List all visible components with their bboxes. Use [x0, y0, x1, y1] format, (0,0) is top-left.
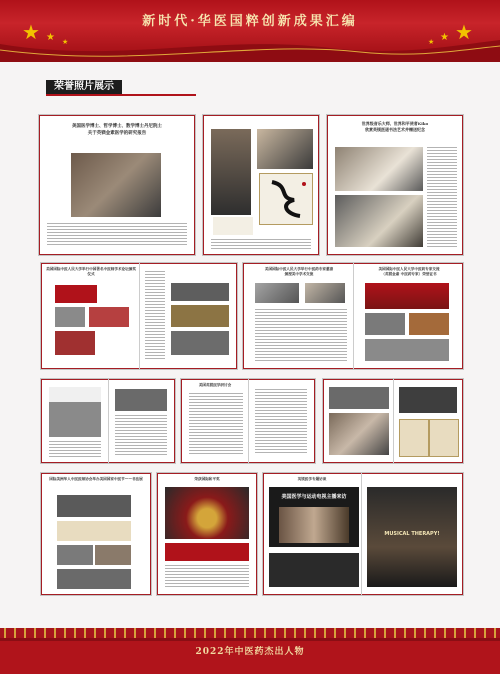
header-title: 新时代·华医国粹创新成果汇编	[142, 14, 358, 29]
header-wave	[0, 34, 500, 62]
honor-panel-3	[326, 114, 464, 256]
photo	[329, 387, 389, 409]
star-icon: ★	[46, 32, 55, 43]
panel-title: 美国国际中医人民大学中医药专家交流 （英镁金素 中医药专家）荣誉证书	[378, 267, 440, 276]
body-text	[115, 415, 167, 455]
body-text	[189, 393, 243, 455]
photo	[211, 129, 251, 215]
photo	[165, 543, 249, 561]
panel-title: 美国英镁医学研讨会	[198, 383, 232, 387]
photo	[257, 129, 313, 169]
body-text	[211, 239, 311, 249]
photo	[57, 569, 131, 589]
page-fold	[139, 263, 140, 369]
page-fold	[108, 379, 109, 463]
photo	[165, 487, 249, 539]
photo	[57, 545, 93, 565]
star-icon: ★	[62, 38, 69, 46]
photo	[329, 413, 389, 455]
page-fold	[361, 473, 362, 595]
photo	[171, 331, 229, 355]
honor-panel-4	[40, 262, 238, 370]
honor-panel-1	[38, 114, 196, 256]
photo	[335, 195, 423, 247]
photo	[49, 387, 101, 437]
page-fold	[393, 379, 394, 463]
body-text	[255, 389, 307, 455]
photo	[89, 307, 129, 327]
photo	[365, 283, 449, 309]
photo	[305, 283, 345, 303]
photo	[57, 495, 131, 517]
honor-panel-9	[40, 472, 152, 596]
star-icon: ★	[22, 20, 40, 44]
section-label: 荣誉照片展示	[46, 80, 122, 94]
header-banner	[0, 0, 500, 58]
photo	[171, 283, 229, 301]
photo	[71, 153, 161, 217]
photo	[399, 387, 457, 413]
honor-panel-6	[40, 378, 176, 464]
photo	[55, 307, 85, 327]
page-fold	[353, 263, 354, 369]
photo	[365, 313, 405, 335]
photo	[269, 553, 359, 587]
photo	[57, 521, 131, 541]
photo	[171, 305, 229, 327]
body-text	[49, 441, 101, 457]
honor-panel-8	[322, 378, 464, 464]
calligraphy-artwork	[213, 217, 253, 235]
panel-title: 荣获国际和平奖	[194, 477, 220, 481]
body-text	[255, 309, 347, 361]
tv-caption: MUSICAL THERAPY!	[384, 531, 440, 537]
body-text	[165, 565, 249, 589]
photo	[335, 147, 423, 191]
panel-title: 美国国际中医人民大学举行中国著名中医师学术论坛颁奖仪式	[46, 267, 136, 276]
page-fold	[248, 379, 249, 463]
honor-panel-7	[180, 378, 316, 464]
tv-still	[367, 487, 457, 587]
honor-panel-11	[262, 472, 464, 596]
photo	[55, 285, 97, 303]
photo	[95, 545, 131, 565]
panel-title: 英镁医学专题访谈	[297, 477, 327, 481]
photo	[409, 313, 449, 335]
body-text	[427, 147, 457, 247]
honor-panel-5	[242, 262, 464, 370]
body-text	[47, 223, 187, 247]
panel-title: 美国国际中医人民大学举行中医药专家邀请 颁授美中学术交流	[264, 267, 334, 276]
honor-panel-10	[156, 472, 258, 596]
certificate-image	[399, 419, 429, 457]
panel-title: 国际美洲华人中医医师协会举办美国国家中医节——书法展	[49, 477, 143, 481]
photo	[365, 339, 449, 361]
honor-panel-2	[202, 114, 320, 256]
star-icon: ★	[455, 20, 473, 44]
photo	[255, 283, 299, 303]
star-icon: ★	[440, 32, 449, 43]
star-icon: ★	[428, 38, 435, 46]
footer-pattern-band	[0, 628, 500, 638]
panel-title: 美国医学博士、哲学博士、数学博士丹尼院士 关于英镁金素医学的研究报告	[72, 124, 162, 136]
photo	[115, 389, 167, 411]
calligraphy-artwork	[259, 173, 313, 225]
panel-title: 世界级音乐大师、世界和平使者Kiko 欣赏英镁医道书法艺术并赠送纪念	[361, 121, 429, 132]
footer-title: 2022年中医药杰出人物	[195, 647, 305, 657]
body-text	[145, 271, 165, 361]
tv-banner: 美国医学与运动电视主播来访	[281, 494, 347, 500]
photo	[55, 331, 95, 355]
section-underline	[46, 94, 196, 96]
certificate-image	[429, 419, 459, 457]
tv-still	[269, 487, 359, 547]
